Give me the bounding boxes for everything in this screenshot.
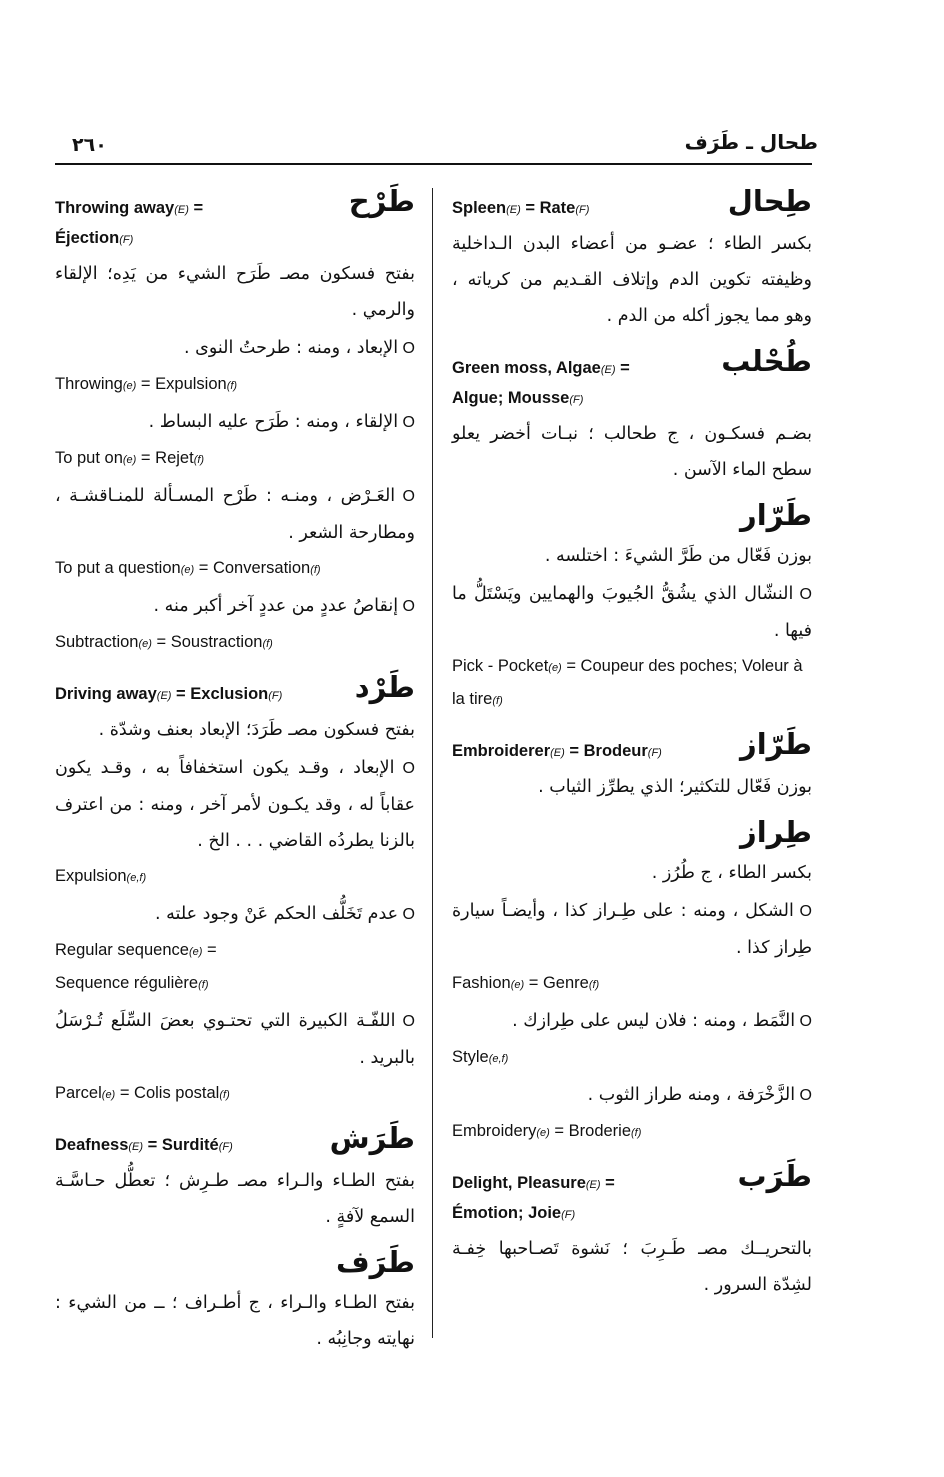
english-term: Throwing	[55, 375, 123, 393]
french-term: Broderie	[568, 1122, 632, 1140]
english-term: Driving away	[55, 685, 157, 703]
definition: بوزن فَعّال من طَرَّ الشيءَ : اختلسه .	[544, 546, 812, 566]
column-divider	[432, 188, 433, 1338]
lang-tag: (e)	[510, 979, 525, 991]
equivalents: Green moss, Algae(E) = Algue; Mousse(F)	[452, 359, 630, 407]
lang-tag: (f)	[198, 979, 209, 991]
lang-tag: (f)	[219, 1089, 230, 1101]
sense-arabic: O الشكل ، ومنه : على طِـراز كذا ، وأيضـاً سيارة طِراز كذا .	[452, 893, 812, 966]
sense-arabic: O النشّال الذي يشُقُّ الجُيوبَ والهمايين ويَسْتَلُّ ما فيها .	[452, 576, 812, 649]
definition: بكسر الطاء ، ج طُرُز .	[651, 863, 812, 883]
headword: طَرَف	[335, 1245, 415, 1279]
sense-translation: To put a question(e) = Conversation(f)	[55, 559, 321, 577]
headword: طُحْلب	[721, 344, 812, 378]
equivalents: Spleen(E) = Rate(F)	[452, 199, 590, 217]
sense-arabic: O الإلقاء ، ومنه : طَرَح عليه البساط .	[55, 404, 415, 441]
sense-translation: Parcel(e) = Colis postal(f)	[55, 1084, 230, 1102]
definition: بفتح الطـاء والـراء ، ج أطـراف ؛ ــ من الشيء : نهايته وجانِبُه .	[55, 1293, 415, 1349]
french-term: Colis postal	[134, 1084, 220, 1102]
definition: بالتحريــك مصـ طَـرِبَ ؛ نَشوة تَصـاحبها خِفـة لشِدّة السرور .	[452, 1239, 812, 1295]
lang-tag: (e,f)	[126, 872, 147, 884]
equivalents: Embroiderer(E) = Brodeur(F)	[452, 742, 662, 760]
french-term: Soustraction	[170, 633, 263, 651]
equivalents: Deafness(E) = Surdité(F)	[55, 1136, 233, 1154]
equivalents: Driving away(E) = Exclusion(F)	[55, 685, 283, 703]
definition: بفتح الطـاء والـراء مصـ طـرِش ؛ تعطُّل حـاسَّـة السمع لآفةٍ .	[55, 1171, 415, 1227]
english-term: Green moss, Algae	[452, 359, 601, 377]
entry-tiraz	[452, 815, 812, 1149]
sense-arabic: O الإبعاد ، وقـد يكون استخفافاً به ، وقـد يكون عقاباً له ، وقد يكـون لأمر آخر ، ومنه : من اعترف بالزنا يطردُه القاضي . . . الخ .	[55, 750, 415, 859]
lang-tag: (e)	[548, 662, 562, 674]
page-number: ٢٦٠	[72, 134, 107, 156]
french-term: Algue; Mousse	[452, 389, 570, 407]
equivalents: Throwing away(E) = Éjection(F)	[55, 199, 204, 247]
lang-tag: (e)	[180, 564, 195, 576]
sense-translation: Subtraction(e) = Soustraction(f)	[55, 633, 273, 651]
definition: بضـم فسكـون ، ج طحالب ؛ نبـات أخضر يعلو سطح الماء الآسن .	[452, 424, 812, 480]
lang-tag: (E)	[600, 364, 616, 376]
header-rule	[55, 163, 812, 165]
headword: طَرّاز	[740, 727, 812, 761]
left-column	[55, 184, 415, 1371]
headword: طَرَب	[737, 1159, 812, 1193]
english-term: Embroidery	[452, 1122, 537, 1140]
sense-arabic: O عدم تَخَلُّف الحكم عَنْ وجود علته .	[55, 896, 415, 933]
lang-tag: (F)	[218, 1141, 233, 1153]
french-term: Expulsion	[155, 375, 227, 393]
lang-tag: (f)	[631, 1127, 642, 1139]
headword: طِراز	[740, 815, 812, 849]
lang-tag: (f)	[226, 380, 238, 392]
sense-translation	[452, 1042, 812, 1075]
french-term: Coupeur des poches; Voleur à la tire	[452, 657, 803, 708]
english-term: Expulsion	[55, 867, 127, 885]
entry-tihal	[452, 184, 812, 334]
english-term: Fashion	[452, 974, 511, 992]
lang-tag: (e)	[138, 638, 152, 650]
entry-tarraz	[452, 727, 812, 805]
definition: بكسر الطاء ؛ عضـو من أعضاء البدن الـداخلية وظيفته تكوين الدم وإتلاف القـديم من كرياته ، وهو مما يجوز أكله من الدم .	[452, 234, 812, 326]
entry-tard	[55, 670, 415, 1111]
lang-tag: (F)	[647, 747, 662, 759]
french-term: Éjection	[55, 229, 120, 247]
french-term: Surdité	[161, 1136, 219, 1154]
headword: طَرْح	[348, 184, 415, 218]
headword: طَرّار	[740, 498, 812, 532]
english-term: Delight, Pleasure	[452, 1174, 586, 1192]
definition: بفتح فسكون مصـ طَرَدَ؛ الإبعاد بعنف وشدّة .	[98, 720, 415, 740]
sense-translation	[55, 861, 415, 894]
lang-tag: (e)	[122, 380, 137, 392]
french-term: Émotion; Joie	[452, 1204, 562, 1222]
lang-tag: (f)	[193, 454, 205, 466]
french-term: Rate	[539, 199, 576, 217]
sense-translation: Pick - Pocket(e) = Coupeur des poches; Voleur à la tire(f)	[452, 657, 803, 708]
lang-tag: (F)	[119, 234, 134, 246]
lang-tag: (e)	[101, 1089, 116, 1101]
definition: بفتح فسكون مصـ طَرَح الشيء من يَدِه؛ الإلقاء والرمي .	[55, 264, 415, 320]
sense-arabic: O النَّمَط ، ومنه : فلان ليس على طِرازك .	[452, 1003, 812, 1040]
sense-translation: Regular sequence(e) = Sequence régulière(f)	[55, 941, 217, 992]
lang-tag: (f)	[310, 564, 321, 576]
lang-tag: (F)	[268, 690, 283, 702]
english-term: Subtraction	[55, 633, 139, 651]
sense-arabic: O الإبعاد ، ومنه : طرحتُ النوى .	[55, 330, 415, 367]
headword: طِحال	[727, 184, 812, 218]
lang-tag: (F)	[569, 394, 584, 406]
running-head: طحال ـ طَرَف	[684, 130, 818, 154]
english-term: Pick - Pocket	[452, 657, 549, 675]
french-term: Rejet	[155, 449, 194, 467]
lang-tag: (F)	[561, 1209, 576, 1221]
sense-translation: To put on(e) = Rejet(f)	[55, 449, 205, 467]
french-term: Brodeur	[583, 742, 648, 760]
sense-arabic: O العَـرْض ، ومنـه : طَرْح المسـألة للمنـاقشـة ، ومطارحة الشعر .	[55, 478, 415, 551]
lang-tag: (E)	[506, 204, 521, 216]
entry-tarrar	[452, 498, 812, 717]
sense-arabic: O إنقاصُ عددٍ من عددٍ آخر أكبر منه .	[55, 588, 415, 625]
english-term: Embroiderer	[452, 742, 551, 760]
headword: طَرَش	[329, 1121, 415, 1155]
french-term: Exclusion	[190, 685, 269, 703]
lang-tag: (E)	[128, 1141, 144, 1153]
headword: طَرْد	[354, 670, 415, 704]
lang-tag: (F)	[575, 204, 590, 216]
entry-tarab	[452, 1159, 812, 1303]
lang-tag: (f)	[262, 638, 273, 650]
english-term: Style	[452, 1048, 489, 1066]
lang-tag: (e)	[188, 946, 203, 958]
lang-tag: (f)	[492, 695, 503, 707]
sense-translation: Fashion(e) = Genre(f)	[452, 974, 600, 992]
lang-tag: (E)	[585, 1179, 601, 1191]
english-term: Regular sequence	[55, 941, 189, 959]
sense-translation: Throwing(e) = Expulsion(f)	[55, 375, 238, 393]
english-term: Spleen	[452, 199, 507, 217]
english-term: To put on	[55, 449, 123, 467]
english-term: Throwing away	[55, 199, 175, 217]
french-term: Sequence régulière	[55, 974, 199, 992]
lang-tag: (E)	[174, 204, 189, 216]
equivalents: Delight, Pleasure(E) = Émotion; Joie(F)	[452, 1174, 615, 1222]
entry-tarh	[55, 184, 415, 660]
english-term: To put a question	[55, 559, 181, 577]
sense-translation: Embroidery(e) = Broderie(f)	[452, 1122, 642, 1140]
lang-tag: (e)	[536, 1127, 550, 1139]
lang-tag: (e,f)	[488, 1053, 509, 1065]
lang-tag: (E)	[156, 690, 172, 702]
lang-tag: (e)	[122, 454, 137, 466]
sense-arabic: O اللفّـة الكبيرة التي تحتـوي بعضَ السِّلَع تُـرْسَلُ بالبريد .	[55, 1003, 415, 1076]
entry-tarash	[55, 1121, 415, 1235]
french-term: Conversation	[212, 559, 311, 577]
entry-taraf	[55, 1245, 415, 1357]
entry-tuhlub	[452, 344, 812, 488]
lang-tag: (E)	[550, 747, 565, 759]
sense-arabic: O الزَّخْرَفة ، ومنه طراز الثوب .	[452, 1077, 812, 1114]
right-column	[452, 184, 812, 1317]
lang-tag: (f)	[588, 979, 600, 991]
french-term: Genre	[542, 974, 589, 992]
definition: بوزن فَعّال للتكثير؛ الذي يطرِّز الثياب .	[538, 777, 812, 797]
english-term: Deafness	[55, 1136, 129, 1154]
english-term: Parcel	[55, 1084, 102, 1102]
